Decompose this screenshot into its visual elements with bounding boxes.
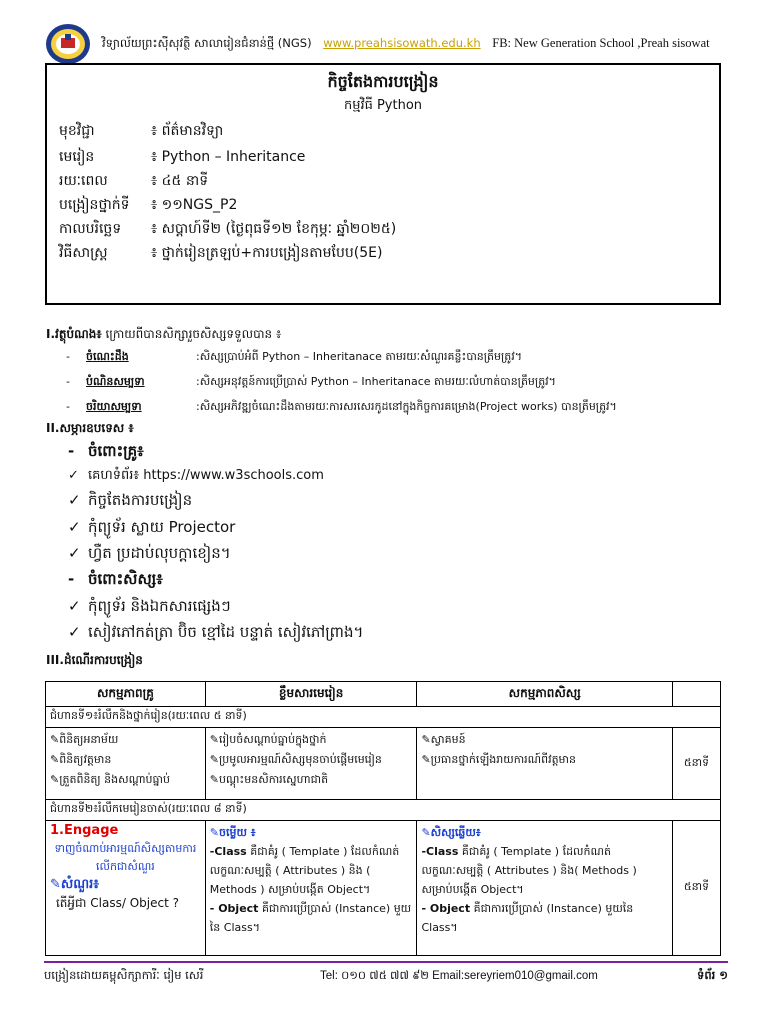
footer-contact: Tel: ០១០ ៧៥ ៧៧ ៩២ Email:sereyriem010@gmail.com [320, 970, 598, 982]
col-time [673, 682, 721, 707]
check-icon: ✓ [68, 597, 81, 615]
section-objectives-heading: I.វត្ថុបំណង៖ ក្រោយពីបានសិក្សារួចសិស្សទទួលបាន ៖ [46, 327, 282, 341]
check-icon: ✓ [68, 544, 81, 562]
document-title: កិច្ចតែងការបង្រៀន [327, 72, 439, 91]
objective-item: - ចំណេះដឹង :សិស្សប្រាប់អំពី Python – Inheritanace តាមរយៈសំណួរគន្លឹះបានត្រឹមត្រូវ។ [66, 350, 523, 363]
website-link[interactable]: www.preahsisowath.edu.kh [323, 36, 481, 50]
info-row-class: បង្រៀនថ្នាក់ទី ៖ ១១NGS_P2 [59, 197, 238, 213]
engage-label: 1.Engage [50, 823, 119, 838]
footer-author: បង្រៀនដោយគម្ពុសិក្សាការីៈ រៀម សេរី [44, 968, 204, 982]
teacher-material-item: ✓ ហ្វឺត ប្រដាប់លុបក្តាខៀន។ [68, 544, 231, 562]
check-icon: ✓ [68, 491, 81, 509]
check-icon: ✓ [68, 468, 79, 483]
teacher-material-item: ✓ កុំព្យូទ័រ ស្លាយ Projector [68, 518, 236, 536]
info-row-lesson: មេរៀន ៖ Python – Inheritance [59, 149, 306, 165]
page-number: ទំព័រ ១ [697, 968, 728, 982]
info-row-subject: មុខវិជ្ជា ៖ ព័ត៌មានវិទ្យា [59, 123, 224, 139]
facebook-text: FB: New Generation School ,Preah sisowat [492, 36, 710, 50]
student-materials-heading: - ចំពោះសិស្ស៖ [68, 570, 163, 588]
school-logo [44, 22, 92, 66]
student-material-item: ✓ កុំព្យូទ័រ និងឯកសារផ្សេងៗ [68, 597, 231, 615]
col-student-activity: សកម្មភាពសិស្ស [417, 682, 673, 707]
section-procedure-heading: III.ដំណើរការបង្រៀន [46, 653, 143, 667]
info-row-method: វិធីសាស្ត្រ ៖ ថ្នាក់រៀនត្រឡប់+ការបង្រៀនតាមបែប(5E) [59, 245, 383, 261]
page-footer [44, 968, 728, 985]
section-materials-heading: II.សម្ភារឧបទេស ៖ [46, 421, 134, 435]
check-icon: ✓ [68, 518, 81, 536]
teacher-material-item: ✓ កិច្ចតែងការបង្រៀន [68, 491, 193, 509]
step2-time: ៥នាទី [673, 821, 721, 956]
teacher-material-item: ✓ គេហទំព័រ៖ https://www.w3schools.com [68, 468, 324, 483]
col-lesson-content: ខ្លឹមសារមេរៀន [205, 682, 417, 707]
student-material-item: ✓ សៀវភៅកត់ត្រា ប៊ិច ខ្មៅដៃ បន្ទាត់ សៀវភៅព្រាង។ [68, 623, 364, 641]
school-name: វិទ្យាល័យព្រះស៊ីសុវត្ថិ សាលារៀនជំនាន់ថ្មី (NGS) [102, 36, 312, 50]
step2-row: 1.Engage ទាញចំណាប់អារម្មណ៍សិស្សតាមការលើកជាសំណួរ ✎សំណួរ៖ តើអ្វីជា Class/ Object ? ✎ចម្លើយ ៖ -Class គឺជាគំរូ ( Template ) ដែលកំណត់លក្ខណៈសម្បត្តិ ( Attributes ) និង ( Methods ) សម្រាប់បង្កើត Object។ - Object គឺជាការប្រើប្រាស់ (Instance) មួយនៃ Class។ ✎សិស្សឆ្លើយ៖ -Class គឺជាគំរូ ( Template ) ដែលកំណត់លក្ខណៈសម្បត្តិ ( Attributes ) និង( Methods ) សម្រាប់បង្កើត Object។ - Object គឺជាការប្រើប្រាស់ (Instance) មួយនៃ Class។ ៥នាទី [46, 821, 721, 956]
info-row-date: កាលបរិច្ឆេទ ៖ សប្តាហ៍ទី២ (ថ្ងៃពុធទី១២ ខែកុម្ភៈ ឆ្នាំ២០២៥) [59, 221, 397, 237]
check-icon: ✓ [68, 623, 81, 641]
step1-row: ✎ពិនិត្យអនាម័យ ✎ពិនិត្យវត្តមាន ✎ត្រួតពិនិត្យ និងសណ្តាប់ធ្នាប់ ✎រៀបចំសណ្តាប់ធ្នាប់ក្នុងថ្នាក់ ✎ប្រមូលអារម្មណ៍សិស្សមុនចាប់ផ្តើមមេរៀន ✎បណ្តុះមនសិការស្នេហាជាតិ ✎ស្វាគមន៍ ✎ប្រធានថ្នាក់ឡើងរាយការណ៍ពីវត្តមាន ៥នាទី [46, 728, 721, 800]
step1-title-row: ជំហានទី១៖រំលឹកនិងថ្នាក់រៀន(រយៈពេល ៥ នាទី) [46, 707, 721, 728]
lesson-info-box [45, 63, 721, 305]
header-text [102, 36, 710, 53]
objective-item: - ចរិយាសម្បទា :សិស្សអភិវឌ្ឍចំណេះដឹងតាមរយៈការសរសេរកូដនៅក្នុងកិច្ចការគម្រោង(Project works) បានត្រឹមត្រូវ។ [66, 400, 617, 413]
document-subtitle: កម្មវិធី Python [343, 98, 423, 113]
info-row-duration: រយៈពេល ៖ ៤៥ នាទី [59, 173, 209, 189]
objective-item: - បំណិនសម្បទា :សិស្សអនុវត្តន៍ការប្រើប្រាស់ Python – Inheritanace តាមរយៈលំហាត់បានត្រឹមត្រូវ។ [66, 375, 556, 388]
table-header-row [46, 682, 721, 707]
page-header [44, 22, 744, 66]
step1-time: ៥នាទី [673, 728, 721, 800]
footer-divider [44, 961, 728, 963]
col-teacher-activity: សកម្មភាពគ្រូ [46, 682, 206, 707]
step2-title-row: ជំហានទី២៖រំលឹកមេរៀនចាស់(រយៈពេល ៨ នាទី) [46, 800, 721, 821]
teacher-materials-heading: - ចំពោះគ្រូ៖ [68, 442, 144, 460]
lesson-procedure-table [45, 681, 721, 956]
